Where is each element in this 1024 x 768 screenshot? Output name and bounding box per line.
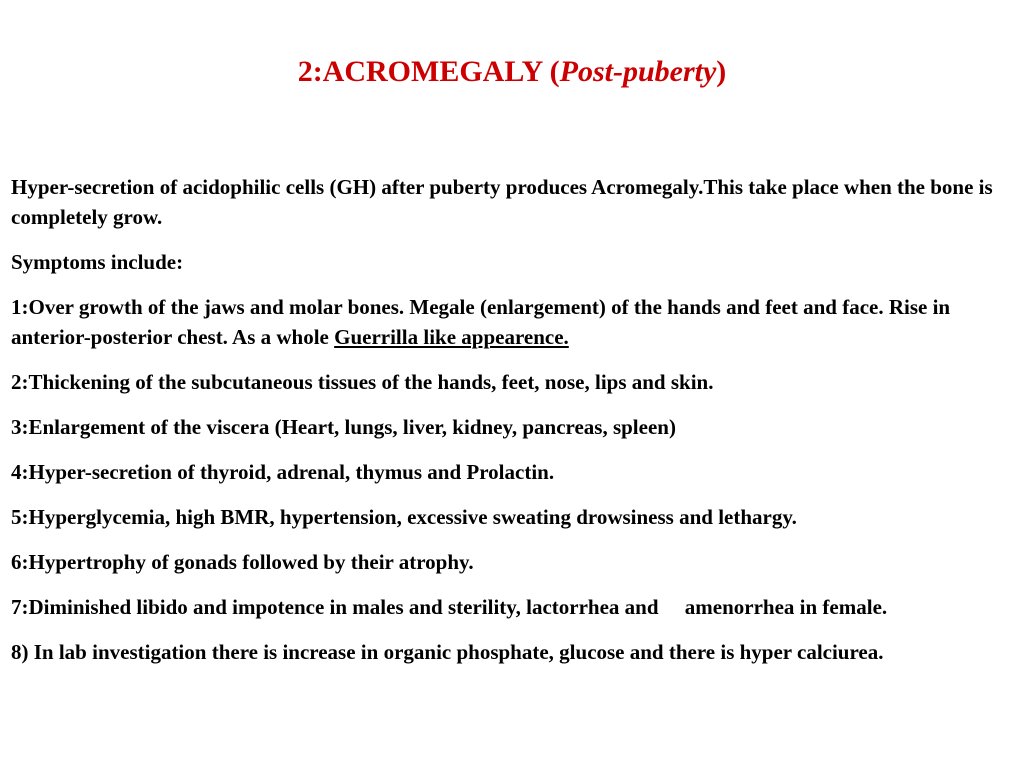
symptom-item-1 xyxy=(11,292,996,352)
symptom-item-4: 4:Hyper-secretion of thyroid, adrenal, thymus and Prolactin. xyxy=(11,460,555,484)
symptom-item-8: 8) In lab investigation there is increase in organic phosphate, glucose and there is hyper calciurea. xyxy=(11,640,884,664)
symptom-item-2: 2:Thickening of the subcutaneous tissues of the hands, feet, nose, lips and skin. xyxy=(11,370,714,394)
symptom-item-3: 3:Enlargement of the viscera (Heart, lungs, liver, kidney, pancreas, spleen) xyxy=(11,415,676,439)
symptom-item-1-text: 1:Over growth of the jaws and molar bones. Megale (enlargement) of the hands and feet and face. Rise in anterior-posterior chest. As a whole xyxy=(11,295,951,349)
slide-title-subtitle: Post-puberty xyxy=(559,55,717,88)
symptom-item-5: 5:Hyperglycemia, high BMR, hypertension, excessive sweating drowsiness and lethargy. xyxy=(11,505,797,529)
slide-body xyxy=(11,172,996,682)
symptoms-heading: Symptoms include: xyxy=(11,250,184,274)
guerrilla-appearance-link[interactable]: Guerrilla like appearence. xyxy=(334,325,569,349)
slide-title-close: ) xyxy=(716,55,727,88)
slide-title-main: 2:ACROMEGALY ( xyxy=(297,55,560,88)
intro-paragraph: Hyper-secretion of acidophilic cells (GH) after puberty produces Acromegaly.This take place when the bone is completely grow. xyxy=(11,175,993,229)
symptom-item-6: 6:Hypertrophy of gonads followed by their atrophy. xyxy=(11,550,474,574)
symptom-item-7: 7:Diminished libido and impotence in males and sterility, lactorrhea and amenorrhea in female. xyxy=(11,595,888,619)
slide-title xyxy=(0,52,1024,92)
